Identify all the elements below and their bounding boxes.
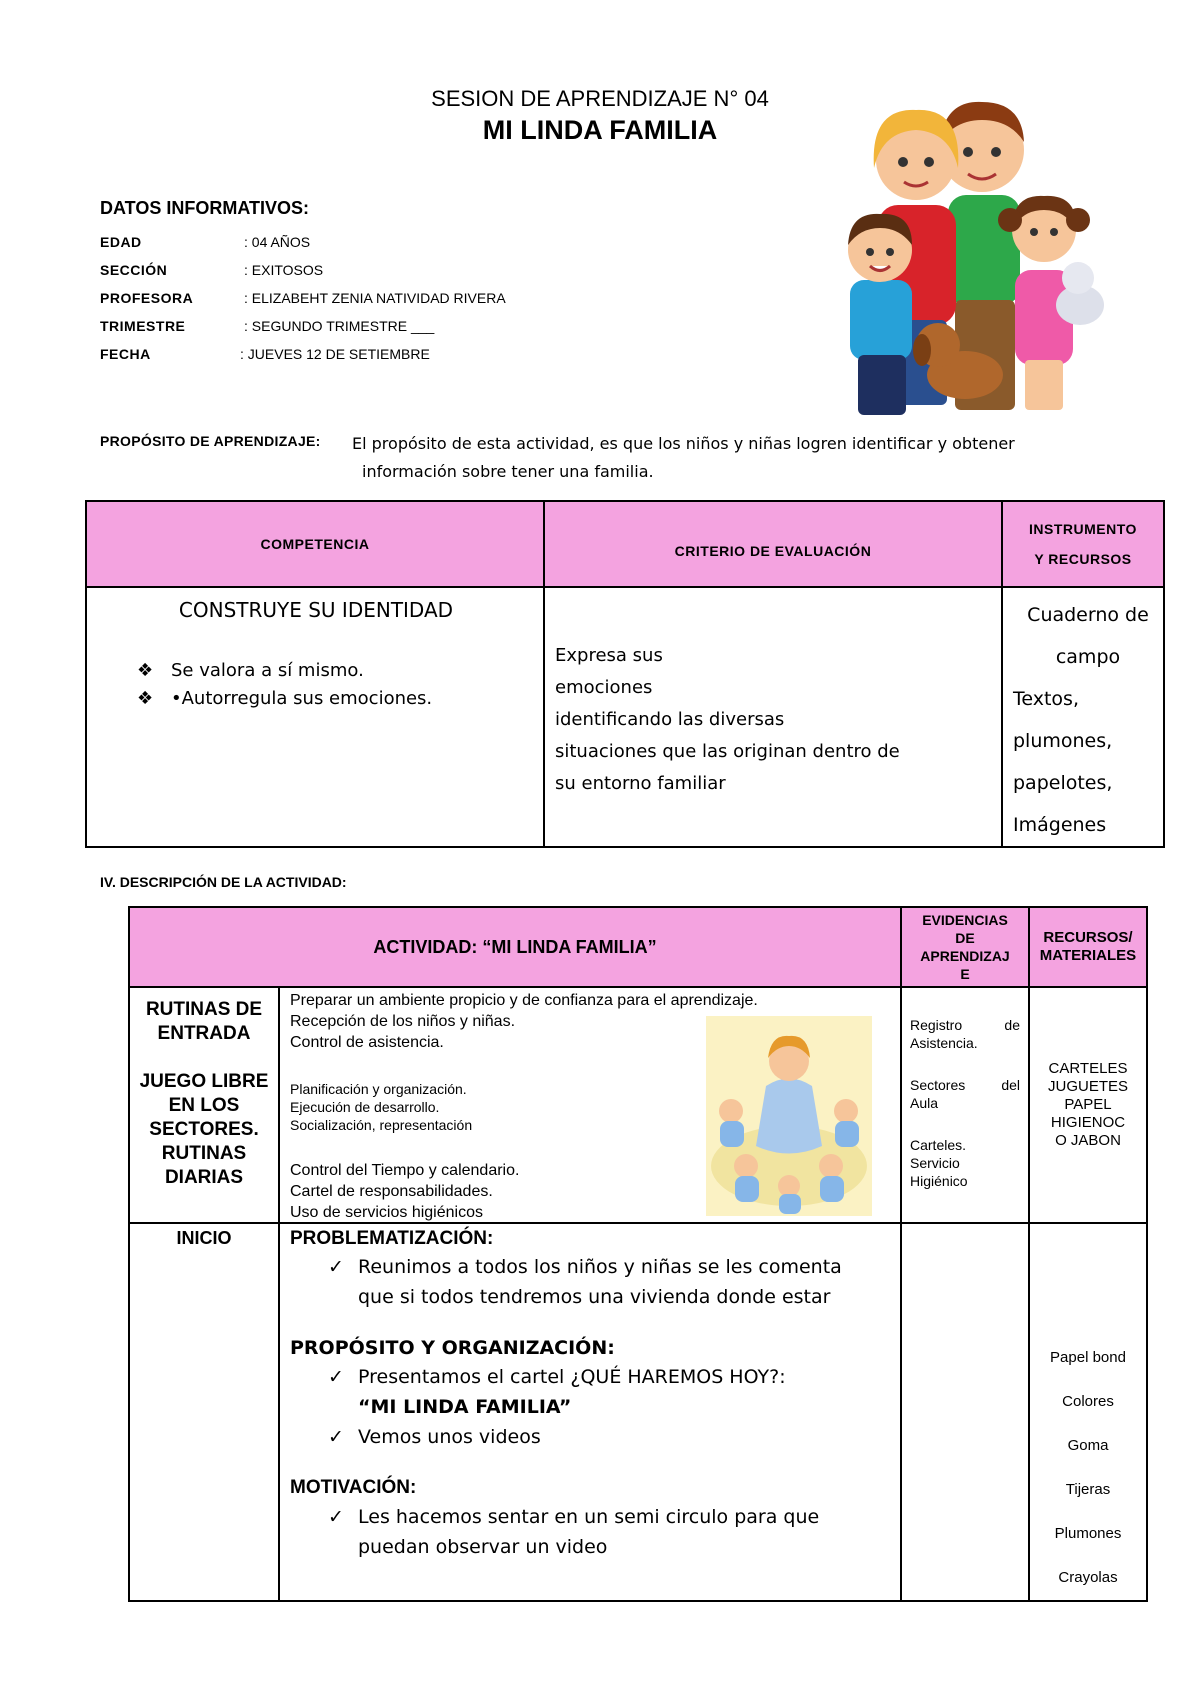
rutinas-left-cell (129, 987, 279, 1223)
evidencias-header-line-3: APRENDIZAJ (920, 948, 1010, 964)
instrumento-line-3: Textos, (1013, 688, 1079, 710)
diamond-bullet-icon: ❖ (137, 660, 154, 681)
motivacion-line-1 (328, 1502, 890, 1532)
actividad-header-title: ACTIVIDAD: “MI LINDA FAMILIA” (129, 907, 901, 987)
recursos-header-line-1: RECURSOS/ (1043, 929, 1133, 946)
rutinas-left-line-7: DIARIAS (164, 1167, 244, 1188)
bullet-1-text: Se valora a sí mismo. (171, 660, 364, 681)
inicio-content-cell (279, 1223, 901, 1601)
evidencia-3b: del (1001, 1077, 1020, 1093)
recurso-line-4: HIGIENOC (1050, 1114, 1126, 1131)
rutinas-left-line-1: RUTINAS DE (145, 999, 263, 1020)
motivacion-line-2: puedan observar un video (358, 1536, 608, 1558)
header-competencia: COMPETENCIA (86, 501, 544, 587)
motivacion-heading: MOTIVACIÓN: (290, 1477, 417, 1498)
info-label-edad: EDAD (100, 234, 142, 250)
proposito-line-c (328, 1422, 890, 1452)
criterio-cell (544, 587, 1002, 847)
rutinas-block1-line-2: Recepción de los niños y niñas. (290, 1013, 516, 1030)
info-value-profesora: : ELIZABEHT ZENIA NATIVIDAD RIVERA (244, 290, 506, 306)
evidencia-line-6: Servicio (910, 1155, 960, 1171)
recurso-line-3: PAPEL (1064, 1096, 1112, 1113)
datos-heading: DATOS INFORMATIVOS: (100, 198, 309, 218)
inicio-evidencias-cell (901, 1223, 1029, 1601)
inicio-recurso-4: Tijeras (1065, 1481, 1111, 1498)
actividad-header-recursos (1029, 907, 1147, 987)
motivacion-text-1: Les hacemos sentar en un semi circulo para que (358, 1506, 820, 1528)
recurso-line-5: O JABON (1055, 1132, 1121, 1149)
instrumento-line-5: papelotes, (1013, 772, 1113, 794)
competencia-cell (86, 587, 544, 847)
header-criterio: CRITERIO DE EVALUACIÓN (544, 501, 1002, 587)
inicio-recurso-3: Goma (1067, 1437, 1109, 1454)
inicio-label: INICIO (176, 1228, 232, 1248)
proposito-line-b: “MI LINDA FAMILIA” (358, 1396, 572, 1418)
instrumento-cell (1002, 587, 1164, 847)
criterio-line-5: su entorno familiar (555, 773, 726, 794)
evidencia-1a: Registro (910, 1017, 963, 1033)
rutinas-block1-line-1: Preparar un ambiente propicio y de confianza para el aprendizaje. (290, 992, 758, 1009)
proposito-line-a (328, 1362, 890, 1392)
evidencia-line-4: Aula (910, 1095, 939, 1111)
competencia-table (85, 500, 1165, 848)
actividad-table (128, 906, 1148, 1602)
header-instrumento-line-2: Y RECURSOS (1034, 551, 1132, 567)
competencia-bullet-1 (137, 660, 364, 681)
rutinas-block3-line-2: Cartel de responsabilidades. (290, 1183, 493, 1200)
inicio-left-cell (129, 1223, 279, 1601)
rutinas-left-line-4: EN LOS (168, 1095, 240, 1116)
proposito-text-a: Presentamos el cartel ¿QUÉ HAREMOS HOY?: (358, 1366, 786, 1388)
rutinas-left-line-2: ENTRADA (157, 1023, 251, 1044)
inicio-recurso-2: Colores (1062, 1393, 1114, 1410)
instrumento-line-2: campo (1055, 646, 1121, 668)
rutinas-block1-line-3: Control de asistencia. (290, 1034, 444, 1051)
problematizacion-line-2: que si todos tendremos una vivienda donde estar (358, 1286, 831, 1308)
competencia-bullet-2 (137, 688, 432, 709)
info-value-seccion: : EXITOSOS (244, 262, 324, 278)
problematizacion-line-1 (328, 1252, 890, 1282)
info-value-fecha: : JUEVES 12 DE SETIEMBRE (240, 346, 430, 362)
evidencias-header-line-2: DE (955, 930, 975, 946)
info-value-trimestre: : SEGUNDO TRIMESTRE ___ (244, 318, 435, 334)
inicio-recurso-1: Papel bond (1050, 1349, 1126, 1366)
rutinas-block2-line-2: Ejecución de desarrollo. (290, 1099, 440, 1115)
evidencia-3a: Sectores (910, 1077, 966, 1093)
bullet-2-text: •Autorregula sus emociones. (171, 688, 433, 709)
evidencia-line-1 (910, 1016, 1020, 1034)
instrumento-line-6: Imágenes (1013, 814, 1107, 836)
recurso-line-1: CARTELES (1048, 1060, 1128, 1077)
rutinas-evidencias-cell (901, 987, 1029, 1223)
rutinas-left-line-3: JUEGO LIBRE (139, 1071, 269, 1092)
info-label-fecha: FECHA (100, 346, 151, 362)
session-subtitle: SESION DE APRENDIZAJE N° 04 (431, 86, 769, 111)
section-iv-heading: IV. DESCRIPCIÓN DE LA ACTIVIDAD: (100, 874, 347, 890)
diamond-bullet-icon: ❖ (137, 688, 154, 709)
competencia-title: CONSTRUYE SU IDENTIDAD (178, 598, 454, 622)
header-instrumento-line-1: INSTRUMENTO (1029, 521, 1137, 537)
info-label-seccion: SECCIÓN (100, 262, 168, 278)
problematizacion-heading: PROBLEMATIZACIÓN: (290, 1228, 494, 1249)
check-icon: ✓ (328, 1256, 344, 1278)
recursos-header-line-2: MATERIALES (1039, 947, 1137, 964)
evidencia-line-3 (910, 1076, 1020, 1094)
actividad-header-evidencias (901, 907, 1029, 987)
criterio-line-4: situaciones que las originan dentro de (555, 741, 900, 762)
inicio-recurso-5: Plumones (1054, 1525, 1122, 1542)
evidencia-line-5: Carteles. (910, 1137, 967, 1153)
criterio-line-3: identificando las diversas (555, 709, 785, 730)
evidencia-line-2: Asistencia. (910, 1035, 978, 1051)
proposito-organizacion-heading: PROPÓSITO Y ORGANIZACIÓN: (290, 1337, 615, 1359)
session-title: MI LINDA FAMILIA (482, 115, 718, 145)
rutinas-block2-line-3: Socialización, representación (290, 1117, 473, 1133)
check-icon: ✓ (328, 1426, 344, 1448)
rutinas-content-cell (279, 987, 901, 1223)
info-label-profesora: PROFESORA (100, 290, 194, 306)
evidencias-header-line-1: EVIDENCIAS (922, 912, 1008, 928)
check-icon: ✓ (328, 1366, 344, 1388)
rutinas-block3-line-1: Control del Tiempo y calendario. (290, 1162, 520, 1179)
proposito-text (352, 430, 1072, 486)
header-instrumento (1002, 501, 1164, 587)
evidencia-line-7: Higiénico (910, 1173, 968, 1189)
criterio-line-2: emociones (555, 677, 653, 698)
classroom-illustration (706, 1016, 872, 1216)
rutinas-block3-line-3: Uso de servicios higiénicos (290, 1204, 483, 1221)
evidencia-1b: de (1004, 1017, 1020, 1033)
rutinas-recursos-cell (1029, 987, 1147, 1223)
recurso-line-2: JUGUETES (1047, 1078, 1128, 1095)
evidencias-header-line-4: E (960, 966, 970, 982)
criterio-line-1: Expresa sus (555, 645, 663, 666)
rutinas-left-line-5: SECTORES. (149, 1119, 259, 1140)
instrumento-line-4: plumones, (1013, 730, 1113, 752)
proposito-label: PROPÓSITO DE APRENDIZAJE: (100, 433, 321, 449)
rutinas-block2-line-1: Planificación y organización. (290, 1081, 467, 1097)
inicio-recursos-cell (1029, 1223, 1147, 1601)
proposito-line-2: información sobre tener una familia. (362, 462, 654, 481)
proposito-line-1: El propósito de esta actividad, es que los niños y niñas logren identificar y obtener (352, 434, 1015, 453)
inicio-recurso-6: Crayolas (1058, 1569, 1118, 1586)
rutinas-left-line-6: RUTINAS (161, 1143, 247, 1164)
info-label-trimestre: TRIMESTRE (100, 318, 186, 334)
problematizacion-text-1: Reunimos a todos los niños y niñas se les comenta (358, 1256, 842, 1278)
instrumento-line-1: Cuaderno de (1027, 604, 1149, 626)
family-illustration (830, 80, 1130, 430)
proposito-text-c: Vemos unos videos (358, 1426, 541, 1448)
check-icon: ✓ (328, 1506, 344, 1528)
info-value-edad: : 04 AÑOS (244, 234, 311, 250)
